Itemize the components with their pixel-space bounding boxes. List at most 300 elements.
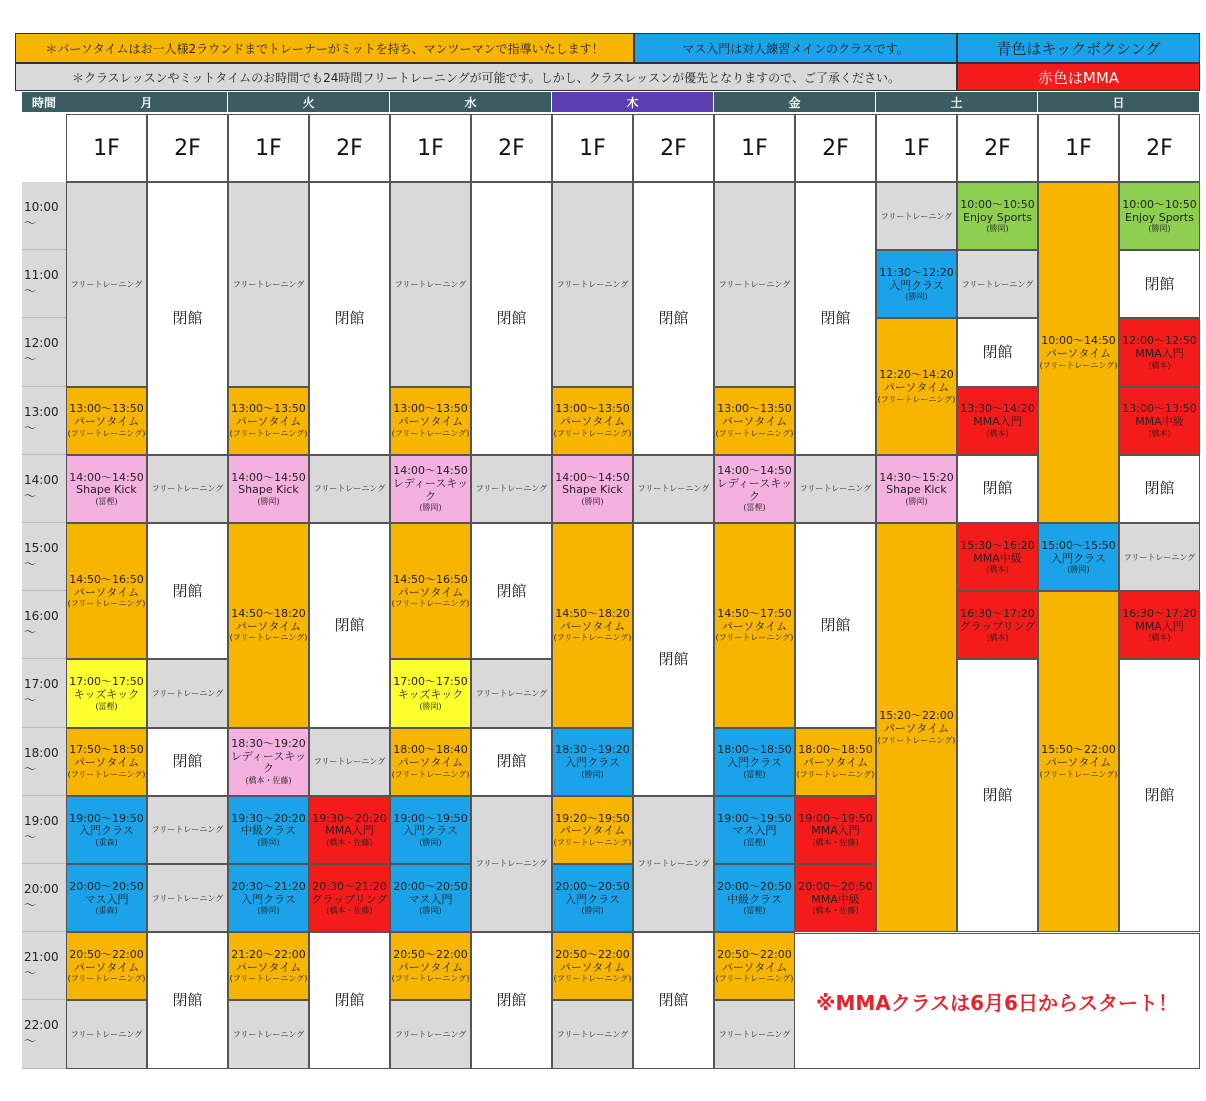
slot-title: フリートレーニング xyxy=(475,484,548,494)
slot-time: 14:00～14:50 xyxy=(555,470,630,484)
day-header: 木 xyxy=(552,92,713,112)
slot-title: フリートレーニング xyxy=(718,279,791,289)
class-slot xyxy=(1119,318,1200,386)
slot-title: フリートレーニング xyxy=(880,211,953,221)
slot-title: フリートレーニング xyxy=(151,893,224,903)
slot-title: マス入門 xyxy=(84,892,129,906)
time-column-header xyxy=(22,92,66,112)
slot-title: 入門クラス xyxy=(565,756,620,770)
slot-title: 閉館 xyxy=(982,786,1013,805)
slot-title: 閉館 xyxy=(982,479,1013,498)
class-slot xyxy=(552,932,633,1000)
class-slot xyxy=(309,864,390,932)
slot-subtitle: (勝岡) xyxy=(419,503,442,513)
slot-time: 20:00～20:50 xyxy=(69,879,144,893)
slot-title: 閉館 xyxy=(334,308,365,327)
slot-subtitle: (フリートレーニング) xyxy=(1039,360,1118,370)
class-slot xyxy=(714,387,795,455)
slot-time: 13:00～13:50 xyxy=(231,402,306,416)
class-slot xyxy=(390,796,471,864)
slot-subtitle: (フリートレーニング) xyxy=(229,428,308,438)
free-training-slot xyxy=(552,182,633,387)
legend-kickboxing xyxy=(957,33,1200,63)
slot-subtitle: (フリートレーニング) xyxy=(229,633,308,643)
slot-time: 14:50～16:50 xyxy=(393,572,468,586)
note-mass-intro xyxy=(634,33,957,63)
time-label: 11:00～ xyxy=(22,250,66,318)
slot-time: 18:30～19:20 xyxy=(231,737,306,751)
slot-subtitle: (勝岡) xyxy=(581,769,604,779)
slot-time: 15:20～22:00 xyxy=(879,709,954,723)
slot-subtitle: (橋本・佐藤) xyxy=(812,837,859,847)
note-perso-time xyxy=(15,33,634,63)
class-slot xyxy=(795,728,876,796)
slot-time: 13:00～13:50 xyxy=(717,402,792,416)
slot-title: 入門クラス xyxy=(241,892,296,906)
slot-time: 20:00～20:50 xyxy=(798,879,873,893)
class-slot xyxy=(1119,182,1200,250)
floor-2f-header: 2F xyxy=(1119,114,1200,182)
slot-time: 13:30～14:20 xyxy=(960,402,1035,416)
slot-subtitle: (フリートレーニング) xyxy=(391,428,470,438)
slot-time: 20:50～22:00 xyxy=(393,948,468,962)
slot-subtitle: (フリートレーニング) xyxy=(553,633,632,643)
slot-title: パーソタイム xyxy=(235,960,302,974)
class-slot xyxy=(957,523,1038,591)
floor-2f-header: 2F xyxy=(795,114,876,182)
class-slot xyxy=(390,728,471,796)
time-label: 18:00～ xyxy=(22,728,66,796)
closed-slot xyxy=(1119,455,1200,523)
corner-blank xyxy=(22,114,66,182)
slot-subtitle: (フリートレーニング) xyxy=(67,428,146,438)
slot-title: 入門クラス xyxy=(403,824,458,838)
slot-time: 14:50～17:50 xyxy=(717,607,792,621)
slot-title: パーソタイム xyxy=(397,960,464,974)
class-slot xyxy=(228,523,309,728)
note-free-training xyxy=(15,63,957,91)
legend-mma xyxy=(957,63,1200,91)
slot-title: 閉館 xyxy=(172,581,203,600)
slot-time: 14:00～14:50 xyxy=(717,464,792,478)
slot-title: 閉館 xyxy=(1144,786,1175,805)
class-slot xyxy=(876,250,957,318)
slot-title: フリートレーニング xyxy=(1123,552,1196,562)
slot-time: 11:30～12:20 xyxy=(879,266,954,280)
slot-time: 16:30～17:20 xyxy=(960,607,1035,621)
free-training-slot xyxy=(309,455,390,523)
slot-title: Enjoy Sports xyxy=(963,210,1032,224)
free-training-slot xyxy=(66,1000,147,1068)
closed-slot xyxy=(147,523,228,659)
class-slot xyxy=(1038,591,1119,932)
slot-subtitle: (勝岡) xyxy=(257,837,280,847)
floor-1f-header: 1F xyxy=(714,114,795,182)
slot-title: 閉館 xyxy=(172,308,203,327)
closed-slot xyxy=(795,182,876,455)
class-slot xyxy=(228,387,309,455)
slot-title: フリートレーニング xyxy=(475,859,548,869)
slot-time: 20:50～22:00 xyxy=(717,948,792,962)
slot-title: 閉館 xyxy=(334,615,365,634)
slot-title: パーソタイム xyxy=(73,756,140,770)
class-slot xyxy=(714,864,795,932)
class-slot xyxy=(66,796,147,864)
class-slot xyxy=(228,796,309,864)
class-slot xyxy=(552,387,633,455)
slot-title: Enjoy Sports xyxy=(1125,210,1194,224)
slot-title: 閉館 xyxy=(820,308,851,327)
slot-title: パーソタイム xyxy=(559,824,626,838)
free-training-slot xyxy=(957,250,1038,318)
slot-subtitle: (勝岡) xyxy=(257,496,280,506)
slot-subtitle: (フリートレーニング) xyxy=(553,428,632,438)
closed-slot xyxy=(633,182,714,455)
mma-start-banner xyxy=(794,933,1200,1069)
slot-title: 閉館 xyxy=(496,581,527,600)
closed-slot xyxy=(147,932,228,1068)
slot-title: フリートレーニング xyxy=(151,825,224,835)
slot-subtitle: (フリートレーニング) xyxy=(715,633,794,643)
class-slot xyxy=(66,932,147,1000)
slot-title: パーソタイム xyxy=(721,960,788,974)
slot-title: 閉館 xyxy=(496,752,527,771)
slot-title: 入門クラス xyxy=(1051,551,1106,565)
slot-title: 閉館 xyxy=(334,990,365,1009)
time-label: 21:00～ xyxy=(22,932,66,1000)
slot-title: フリートレーニング xyxy=(151,688,224,698)
class-slot xyxy=(876,318,957,454)
free-training-slot xyxy=(795,455,876,523)
slot-title: パーソタイム xyxy=(802,756,869,770)
slot-subtitle: (橋本) xyxy=(1148,428,1171,438)
free-training-slot xyxy=(147,659,228,727)
free-training-slot xyxy=(471,796,552,932)
slot-title: キッズキック xyxy=(73,687,140,701)
slot-subtitle: (フリートレーニング) xyxy=(391,974,470,984)
slot-title: グラップリング xyxy=(959,619,1036,633)
slot-title: 閉館 xyxy=(982,342,1013,361)
slot-subtitle: (勝岡) xyxy=(905,292,928,302)
slot-title: 閉館 xyxy=(658,308,689,327)
class-slot xyxy=(795,864,876,932)
slot-time: 17:50～18:50 xyxy=(69,743,144,757)
floor-1f-header: 1F xyxy=(66,114,147,182)
class-slot xyxy=(228,864,309,932)
slot-title: パーソタイム xyxy=(721,415,788,429)
slot-title: Shape Kick xyxy=(886,483,947,497)
slot-time: 14:00～14:50 xyxy=(231,470,306,484)
slot-title: フリートレーニング xyxy=(313,757,386,767)
slot-title: MMA中級 xyxy=(973,551,1022,565)
class-slot xyxy=(714,932,795,1000)
class-slot xyxy=(228,728,309,796)
slot-subtitle: (冨樫) xyxy=(743,503,766,513)
free-training-slot xyxy=(390,182,471,387)
class-slot xyxy=(552,523,633,728)
floor-1f-header: 1F xyxy=(876,114,957,182)
slot-subtitle: (フリートレーニング) xyxy=(391,599,470,609)
slot-time: 14:50～18:20 xyxy=(555,607,630,621)
free-training-slot xyxy=(633,796,714,932)
time-label: 19:00～ xyxy=(22,796,66,864)
closed-slot xyxy=(957,318,1038,386)
slot-time: 10:00～10:50 xyxy=(1122,197,1197,211)
slot-title: 入門クラス xyxy=(889,278,944,292)
slot-time: 16:30～17:20 xyxy=(1122,607,1197,621)
slot-subtitle: (フリートレーニング) xyxy=(391,769,470,779)
class-slot xyxy=(714,523,795,728)
class-slot xyxy=(228,455,309,523)
slot-title: パーソタイム xyxy=(397,415,464,429)
slot-time: 18:00～18:50 xyxy=(798,743,873,757)
slot-title: マス入門 xyxy=(732,824,777,838)
slot-title: パーソタイム xyxy=(721,619,788,633)
slot-time: 13:00～13:50 xyxy=(69,402,144,416)
class-slot xyxy=(876,455,957,523)
slot-time: 14:00～14:50 xyxy=(69,470,144,484)
time-label: 22:00～ xyxy=(22,1000,66,1068)
day-header: 水 xyxy=(390,92,551,112)
day-header: 金 xyxy=(714,92,875,112)
slot-title: 閉館 xyxy=(820,615,851,634)
slot-title: フリートレーニング xyxy=(394,1029,467,1039)
floor-1f-header: 1F xyxy=(1038,114,1119,182)
slot-title: パーソタイム xyxy=(559,960,626,974)
class-slot xyxy=(390,659,471,727)
slot-title: Shape Kick xyxy=(76,483,137,497)
slot-time: 18:00～18:40 xyxy=(393,743,468,757)
slot-subtitle: (重森) xyxy=(95,906,118,916)
slot-title: 入門クラス xyxy=(727,756,782,770)
slot-subtitle: (冨樫) xyxy=(95,496,118,506)
class-slot xyxy=(228,932,309,1000)
free-training-slot xyxy=(147,796,228,864)
floor-1f-header: 1F xyxy=(228,114,309,182)
slot-time: 20:50～22:00 xyxy=(69,948,144,962)
slot-title: レディースキック xyxy=(716,476,793,503)
slot-title: フリートレーニング xyxy=(232,279,305,289)
closed-slot xyxy=(957,455,1038,523)
free-training-slot xyxy=(228,1000,309,1068)
slot-title: パーソタイム xyxy=(559,415,626,429)
class-slot xyxy=(390,523,471,659)
slot-time: 15:50～22:00 xyxy=(1041,743,1116,757)
closed-slot xyxy=(471,523,552,659)
slot-subtitle: (勝岡) xyxy=(986,224,1009,234)
floor-2f-header: 2F xyxy=(633,114,714,182)
free-training-slot xyxy=(471,659,552,727)
slot-time: 12:20～14:20 xyxy=(879,368,954,382)
slot-time: 14:30～15:20 xyxy=(879,470,954,484)
class-slot xyxy=(1119,591,1200,659)
class-slot xyxy=(876,523,957,932)
slot-time: 19:30～20:20 xyxy=(231,811,306,825)
slot-time: 19:00～19:50 xyxy=(717,811,792,825)
closed-slot xyxy=(471,728,552,796)
closed-slot xyxy=(1119,659,1200,932)
slot-title: 入門クラス xyxy=(565,892,620,906)
class-slot xyxy=(714,796,795,864)
floor-1f-header: 1F xyxy=(552,114,633,182)
slot-title: パーソタイム xyxy=(559,619,626,633)
note-text: ＊クラスレッスンやミットタイムのお時間でも24時間フリートレーニングが可能です。しかし、クラスレッスンが優先となりますので、ご了承ください。 xyxy=(72,70,900,85)
day-header: 火 xyxy=(228,92,389,112)
time-label: 16:00～ xyxy=(22,591,66,659)
slot-title: Shape Kick xyxy=(562,483,623,497)
class-slot xyxy=(552,864,633,932)
class-slot xyxy=(66,523,147,659)
free-training-slot xyxy=(66,182,147,387)
slot-subtitle: (フリートレーニング) xyxy=(715,974,794,984)
time-label: 時間 xyxy=(31,95,56,110)
slot-title: 閉館 xyxy=(1144,479,1175,498)
slot-title: パーソタイム xyxy=(73,585,140,599)
slot-subtitle: (橋本) xyxy=(1148,360,1171,370)
slot-subtitle: (フリートレーニング) xyxy=(715,428,794,438)
floor-2f-header: 2F xyxy=(147,114,228,182)
slot-subtitle: (フリートレーニング) xyxy=(877,394,956,404)
class-slot xyxy=(390,864,471,932)
class-slot xyxy=(1119,387,1200,455)
closed-slot xyxy=(309,932,390,1068)
slot-title: フリートレーニング xyxy=(556,279,629,289)
slot-title: フリートレーニング xyxy=(718,1029,791,1039)
slot-subtitle: (勝岡) xyxy=(581,906,604,916)
slot-subtitle: (フリートレーニング) xyxy=(553,837,632,847)
slot-subtitle: (冨樫) xyxy=(743,906,766,916)
slot-time: 15:30～16:20 xyxy=(960,538,1035,552)
slot-subtitle: (橋本・佐藤) xyxy=(326,906,373,916)
slot-title: フリートレーニング xyxy=(313,484,386,494)
slot-subtitle: (勝岡) xyxy=(905,496,928,506)
slot-subtitle: (冨樫) xyxy=(95,701,118,711)
slot-title: パーソタイム xyxy=(1045,756,1112,770)
class-slot xyxy=(957,591,1038,659)
slot-time: 12:00～12:50 xyxy=(1122,334,1197,348)
free-training-slot xyxy=(147,864,228,932)
legend-text: 青色はキックボクシング xyxy=(996,39,1161,58)
slot-title: フリートレーニング xyxy=(475,688,548,698)
slot-subtitle: (重森) xyxy=(95,837,118,847)
class-slot xyxy=(66,387,147,455)
closed-slot xyxy=(309,182,390,455)
slot-time: 17:00～17:50 xyxy=(69,675,144,689)
slot-title: MMA入門 xyxy=(811,824,860,838)
closed-slot xyxy=(471,932,552,1068)
slot-title: パーソタイム xyxy=(235,415,302,429)
legend-text: 赤色はMMA xyxy=(1037,68,1120,87)
free-training-slot xyxy=(147,455,228,523)
day-header: 日 xyxy=(1038,92,1199,112)
class-slot xyxy=(552,796,633,864)
slot-title: フリートレーニング xyxy=(637,484,710,494)
slot-title: 閉館 xyxy=(172,990,203,1009)
time-label: 10:00～ xyxy=(22,182,66,250)
slot-title: パーソタイム xyxy=(73,960,140,974)
slot-subtitle: (フリートレーニング) xyxy=(796,769,875,779)
slot-title: フリートレーニング xyxy=(70,1029,143,1039)
slot-time: 14:50～16:50 xyxy=(69,572,144,586)
closed-slot xyxy=(795,523,876,728)
closed-slot xyxy=(147,728,228,796)
slot-subtitle: (フリートレーニング) xyxy=(1039,769,1118,779)
free-training-slot xyxy=(552,1000,633,1068)
slot-title: 閉館 xyxy=(658,990,689,1009)
slot-time: 18:00～18:50 xyxy=(717,743,792,757)
class-slot xyxy=(66,728,147,796)
class-slot xyxy=(552,455,633,523)
slot-time: 13:00～13:50 xyxy=(1122,402,1197,416)
slot-time: 20:30～21:20 xyxy=(312,879,387,893)
class-slot xyxy=(714,728,795,796)
slot-title: MMA入門 xyxy=(325,824,374,838)
slot-title: フリートレーニング xyxy=(556,1029,629,1039)
slot-title: パーソタイム xyxy=(73,415,140,429)
closed-slot xyxy=(471,182,552,455)
slot-subtitle: (橋本) xyxy=(1148,633,1171,643)
slot-title: 閉館 xyxy=(1144,274,1175,293)
slot-time: 19:00～19:50 xyxy=(69,811,144,825)
closed-slot xyxy=(147,182,228,455)
slot-title: パーソタイム xyxy=(235,619,302,633)
slot-subtitle: (橋本) xyxy=(986,428,1009,438)
slot-title: パーソタイム xyxy=(883,722,950,735)
slot-title: パーソタイム xyxy=(397,756,464,770)
time-label: 14:00～ xyxy=(22,455,66,523)
free-training-slot xyxy=(309,728,390,796)
closed-slot xyxy=(309,523,390,728)
slot-title: パーソタイム xyxy=(1045,346,1112,360)
time-label: 13:00～ xyxy=(22,387,66,455)
banner-text: ※MMAクラスは6月6日からスタート！ xyxy=(816,990,1178,1015)
day-header: 月 xyxy=(66,92,227,112)
slot-title: グラップリング xyxy=(311,892,388,906)
slot-title: パーソタイム xyxy=(397,585,464,599)
slot-time: 19:20～19:50 xyxy=(555,811,630,825)
slot-subtitle: (フリートレーニング) xyxy=(67,769,146,779)
slot-subtitle: (勝岡) xyxy=(419,701,442,711)
slot-title: レディースキック xyxy=(392,476,469,503)
class-slot xyxy=(309,796,390,864)
slot-title: 閉館 xyxy=(496,990,527,1009)
slot-time: 21:20～22:00 xyxy=(231,948,306,962)
closed-slot xyxy=(633,523,714,796)
slot-subtitle: (フリートレーニング) xyxy=(553,974,632,984)
class-slot xyxy=(390,387,471,455)
slot-title: MMA入門 xyxy=(973,415,1022,429)
slot-subtitle: (フリートレーニング) xyxy=(67,599,146,609)
slot-time: 14:00～14:50 xyxy=(393,464,468,478)
slot-time: 13:00～13:50 xyxy=(393,402,468,416)
class-slot xyxy=(957,387,1038,455)
slot-title: Shape Kick xyxy=(238,483,299,497)
slot-time: 17:00～17:50 xyxy=(393,675,468,689)
slot-time: 19:30～20:20 xyxy=(312,811,387,825)
slot-title: 閉館 xyxy=(172,752,203,771)
slot-subtitle: (橋本・佐藤) xyxy=(245,776,292,786)
floor-1f-header: 1F xyxy=(390,114,471,182)
slot-subtitle: (勝岡) xyxy=(257,906,280,916)
free-training-slot xyxy=(471,455,552,523)
free-training-slot xyxy=(1119,523,1200,591)
slot-title: フリートレーニング xyxy=(232,1029,305,1039)
class-slot xyxy=(552,728,633,796)
slot-subtitle: (橋本) xyxy=(986,633,1009,643)
slot-subtitle: (橋本・佐藤) xyxy=(812,906,859,916)
class-slot xyxy=(1038,182,1119,523)
closed-slot xyxy=(633,932,714,1068)
